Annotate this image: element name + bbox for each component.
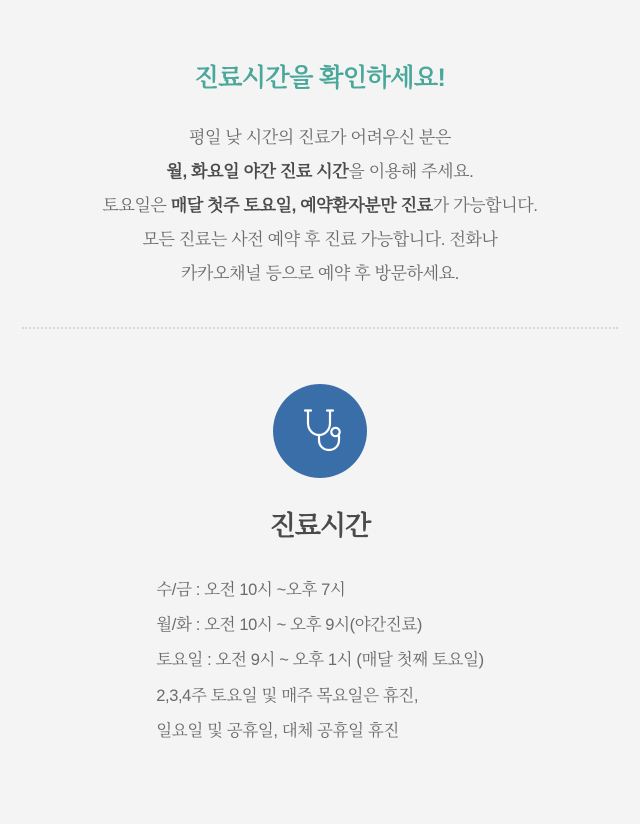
notice-text: 평일 낮 시간의 진료가 어려우신 분은 <box>189 127 451 147</box>
hours-item: 월/화 : 오전 10시 ~ 오후 9시(야간진료) <box>156 615 422 634</box>
notice-line <box>20 121 620 155</box>
hours-item: 수/금 : 오전 10시 ~오후 7시 <box>156 580 346 599</box>
notice-text: 을 이용해 주세요. <box>348 161 474 181</box>
notice-body <box>20 121 620 291</box>
hours-item: 일요일 및 공휴일, 대체 공휴일 휴진 <box>156 722 399 741</box>
hours-title: 진료시간 <box>269 510 371 541</box>
notice-title: 진료시간을 확인하세요! <box>194 64 446 92</box>
notice-emphasis: 월, 화요일 야간 진료 시간 <box>166 161 349 181</box>
notice-line <box>20 257 620 291</box>
notice-text: 토요일은 <box>102 195 171 215</box>
notice-text: 가 가능합니다. <box>432 195 538 215</box>
hours-item: 토요일 : 오전 9시 ~ 오후 1시 (매달 첫째 토요일) <box>156 651 484 670</box>
notice-emphasis: 매달 첫주 토요일, 예약환자분만 진료 <box>170 195 433 215</box>
notice-text: 모든 진료는 사전 예약 후 진료 가능합니다. 전화나 <box>142 229 498 249</box>
notice-line <box>20 189 620 223</box>
notice-line <box>20 155 620 189</box>
hours-item: 2,3,4주 토요일 및 매주 목요일은 휴진, <box>156 686 419 705</box>
hours-section <box>0 330 640 750</box>
notice-text: 카카오채널 등으로 예약 후 방문하세요. <box>181 263 459 283</box>
notice-line <box>20 223 620 257</box>
hours-list <box>156 573 483 750</box>
stethoscope-icon <box>298 407 342 455</box>
notice-section <box>0 0 640 291</box>
hours-badge <box>273 384 367 478</box>
